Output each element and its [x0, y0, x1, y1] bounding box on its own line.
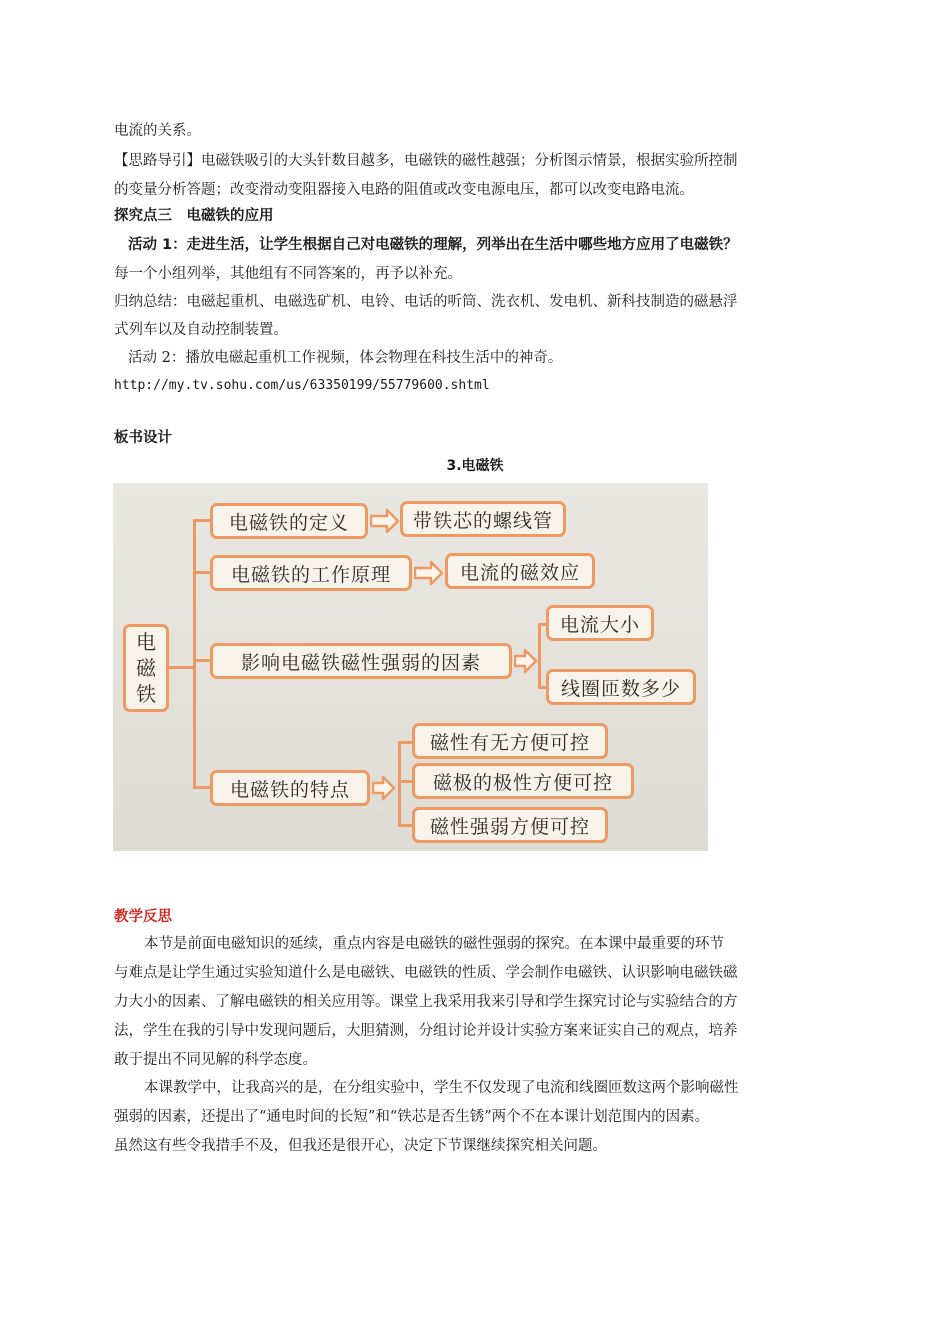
diagram-title: 3.电磁铁 [446, 458, 504, 474]
branch-node: 影响电磁铁磁性强弱的因素 [210, 643, 512, 679]
root-char: 磁 [136, 656, 156, 680]
activity-2-text: 活动 2：播放电磁起重机工作视频，体会物理在科技生活中的神奇。 [128, 350, 563, 366]
leaf-node: 磁性有无方便可控 [412, 723, 608, 759]
text-line: 电流的关系。 [114, 123, 201, 139]
connector [538, 623, 546, 626]
video-link[interactable]: http://my.tv.sohu.com/us/63350199/55779600.shtml [114, 378, 490, 393]
connector [193, 519, 210, 522]
branch-node: 电磁铁的定义 [210, 503, 368, 539]
paragraph-line: 与难点是让学生通过实验知道什么是电磁铁、电磁铁的性质、学会制作电磁铁、认识影响电磁铁磁 [114, 965, 738, 981]
branch-node: 电磁铁的工作原理 [210, 555, 412, 591]
summary-line: 归纳总结：电磁起重机、电磁选矿机、电铃、电话的听筒、洗衣机、发电机、新科技制造的磁悬浮 [114, 294, 738, 310]
activity-1-text: 活动 1：走进生活，让学生根据自己对电磁铁的理解，列举出在生活中哪些地方应用了电磁铁？ [128, 237, 738, 253]
root-char: 电 [136, 630, 156, 654]
connector [398, 741, 412, 744]
leaf-node: 带铁芯的螺线管 [400, 501, 566, 537]
leaf-node: 电流大小 [546, 605, 654, 641]
branch-node: 电磁铁的特点 [210, 770, 370, 806]
activity-2 [114, 348, 562, 368]
leaf-node: 磁极的极性方便可控 [412, 763, 634, 799]
connector [398, 780, 412, 783]
leaf-node: 线圈匝数多少 [546, 669, 696, 705]
reflection-heading: 教学反思 [114, 909, 172, 925]
guide-line: 【思路导引】电磁铁吸引的大头针数目越多，电磁铁的磁性越强；分析图示情景，根据实验所控制 [114, 153, 738, 169]
mind-map-diagram [113, 483, 708, 851]
root-char: 铁 [136, 682, 156, 706]
paragraph-line: 虽然这有些令我措手不及，但我还是很开心，决定下节课继续探究相关问题。 [114, 1138, 607, 1154]
text-line: 每一个小组列举，其他组有不同答案的，再予以补充。 [114, 266, 462, 282]
arrow-right-icon [514, 648, 538, 674]
paragraph-line: 法，学生在我的引导中发现问题后，大胆猜测，分组讨论并设计实验方案来证实自己的观点，培养 [114, 1023, 738, 1039]
connector [398, 824, 412, 827]
arrow-right-icon [372, 775, 396, 801]
connector [193, 786, 210, 789]
paragraph-line: 敢于提出不同见解的科学态度。 [114, 1052, 317, 1068]
connector [538, 623, 541, 689]
text-line: 的变量分析答题；改变滑动变阻器接入电路的阻值或改变电源电压，都可以改变电路电流。 [114, 182, 694, 198]
board-heading: 板书设计 [114, 430, 172, 446]
connector [193, 659, 210, 662]
activity-1 [114, 235, 738, 255]
leaf-node: 磁性强弱方便可控 [412, 807, 608, 843]
connector [398, 741, 401, 827]
arrow-right-icon [370, 508, 400, 534]
paragraph-line: 本节是前面电磁知识的延续，重点内容是电磁铁的磁性强弱的探究。在本课中最重要的环节 [144, 936, 724, 952]
connector [193, 519, 196, 789]
root-node [123, 624, 169, 712]
connector [538, 686, 546, 689]
connector [169, 666, 193, 669]
paragraph-line: 本课教学中，让我高兴的是，在分组实验中，学生不仅发现了电流和线圈匝数这两个影响磁性 [144, 1080, 739, 1096]
section-heading: 探究点三 电磁铁的应用 [114, 208, 274, 224]
summary-line: 式列车以及自动控制装置。 [114, 322, 288, 338]
arrow-right-icon [414, 560, 444, 586]
paragraph-line: 强弱的因素，还提出了“通电时间的长短”和“铁芯是否生锈”两个不在本课计划范围内的因素。 [114, 1109, 710, 1125]
paragraph-line: 力大小的因素、了解电磁铁的相关应用等。课堂上我采用我来引导和学生探究讨论与实验结合的方 [114, 994, 738, 1010]
leaf-node: 电流的磁效应 [445, 553, 595, 589]
connector [193, 571, 210, 574]
